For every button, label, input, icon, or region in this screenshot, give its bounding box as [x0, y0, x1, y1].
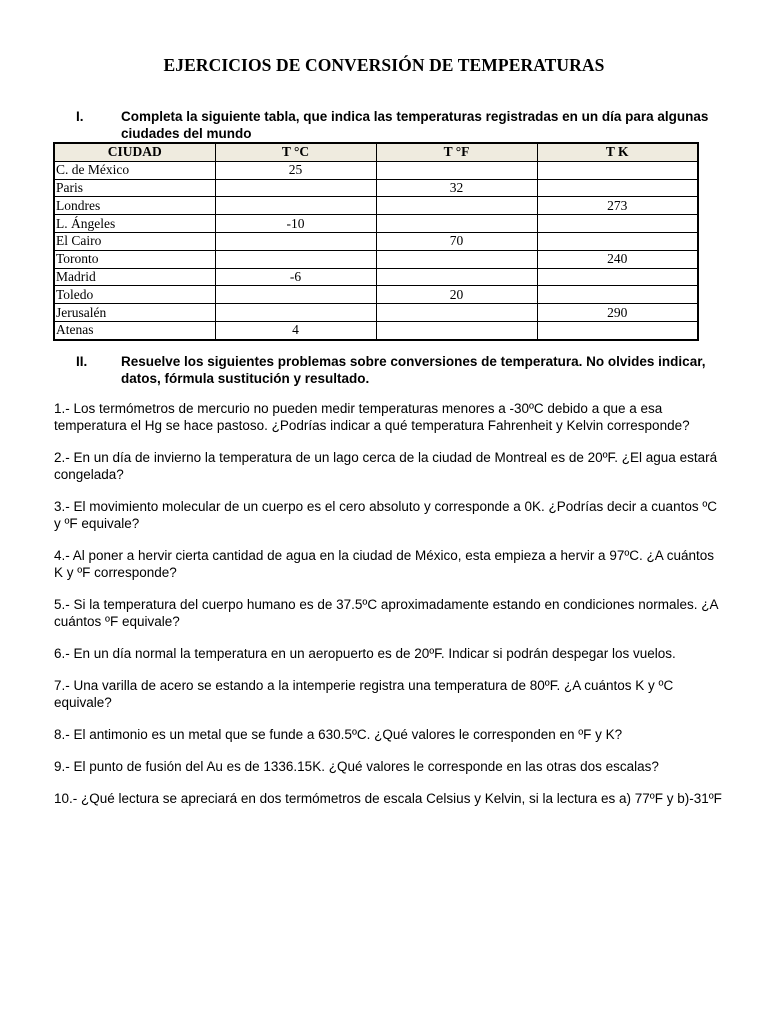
table-row	[54, 215, 698, 233]
table-header: T °C	[215, 143, 376, 161]
section-text: Completa la siguiente tabla, que indica las temperaturas registradas en un día para algunas ciudades del mundo	[121, 109, 709, 141]
table-cell: C. de México	[54, 161, 215, 179]
table-cell	[376, 161, 537, 179]
table-cell: Londres	[54, 197, 215, 215]
table-cell	[376, 304, 537, 322]
section-number: II.	[76, 354, 88, 369]
table-cell	[215, 179, 376, 197]
table-cell	[215, 286, 376, 304]
table-cell	[537, 215, 698, 233]
table-cell: Paris	[54, 179, 215, 197]
problem-item: 5.- Si la temperatura del cuerpo humano es de 37.5ºC aproximadamente estando en condiciones normales. ¿A cuántos ºF equivale?	[54, 597, 718, 629]
table-header-row	[54, 143, 698, 161]
table-cell: -6	[215, 268, 376, 286]
table-cell: El Cairo	[54, 232, 215, 250]
table-row	[54, 286, 698, 304]
table-cell	[537, 179, 698, 197]
table-row	[54, 268, 698, 286]
table-cell	[376, 268, 537, 286]
temperature-table	[53, 142, 699, 341]
table-cell	[376, 250, 537, 268]
table-header: T °F	[376, 143, 537, 161]
section-text: Resuelve los siguientes problemas sobre conversiones de temperatura. No olvides indicar, datos, fórmula sustitución y resultado.	[121, 354, 706, 386]
table-cell: L. Ángeles	[54, 215, 215, 233]
table-cell	[537, 286, 698, 304]
section-number: I.	[76, 109, 84, 124]
problem-item: 7.- Una varilla de acero se estando a la intemperie registra una temperatura de 80ºF. ¿A cuántos K y ºC equivale?	[54, 678, 674, 710]
problem-item: 3.- El movimiento molecular de un cuerpo es el cero absoluto y corresponde a 0K. ¿Podrías decir a cuantos ºC y ºF equivale?	[54, 499, 718, 531]
table-row	[54, 179, 698, 197]
table-cell: 290	[537, 304, 698, 322]
table-cell: 20	[376, 286, 537, 304]
table-cell	[376, 321, 537, 339]
table-row	[54, 304, 698, 322]
table-row	[54, 250, 698, 268]
table-cell: 273	[537, 197, 698, 215]
table-cell	[537, 161, 698, 179]
table-header: CIUDAD	[54, 143, 215, 161]
page-title: EJERCICIOS DE CONVERSIÓN DE TEMPERATURAS	[163, 55, 605, 75]
table-cell	[215, 250, 376, 268]
table-cell	[537, 321, 698, 339]
problem-item: 8.- El antimonio es un metal que se funde a 630.5ºC. ¿Qué valores le corresponden en ºF y K?	[54, 727, 623, 742]
table-cell: Toledo	[54, 286, 215, 304]
table-row	[54, 161, 698, 179]
table-cell: 4	[215, 321, 376, 339]
table-cell	[537, 232, 698, 250]
table-cell: 25	[215, 161, 376, 179]
table-cell: -10	[215, 215, 376, 233]
problem-item: 10.- ¿Qué lectura se apreciará en dos termómetros de escala Celsius y Kelvin, si la lectura es a) 77ºF y b)-31ºF	[54, 791, 722, 806]
table-row	[54, 232, 698, 250]
table-cell	[215, 197, 376, 215]
problem-list	[54, 400, 724, 822]
table-cell	[376, 197, 537, 215]
table-cell: Toronto	[54, 250, 215, 268]
table-cell	[376, 215, 537, 233]
table-cell	[537, 268, 698, 286]
table-cell: 70	[376, 232, 537, 250]
table-cell: Atenas	[54, 321, 215, 339]
table-cell	[215, 232, 376, 250]
problem-item: 6.- En un día normal la temperatura en un aeropuerto es de 20ºF. Indicar si podrán despegar los vuelos.	[54, 646, 676, 661]
table-header: T K	[537, 143, 698, 161]
table-row	[54, 321, 698, 339]
problem-item: 9.- El punto de fusión del Au es de 1336.15K. ¿Qué valores le corresponde en las otras dos escalas?	[54, 759, 659, 774]
table-cell	[215, 304, 376, 322]
table-cell: 32	[376, 179, 537, 197]
problem-item: 2.- En un día de invierno la temperatura de un lago cerca de la ciudad de Montreal es de 20ºF. ¿El agua estará congelada?	[54, 450, 718, 482]
problem-item: 4.- Al poner a hervir cierta cantidad de agua en la ciudad de México, esta empieza a hervir a 97ºC. ¿A cuántos K y ºF corresponde?	[54, 548, 715, 580]
table-cell: Madrid	[54, 268, 215, 286]
problem-item: 1.- Los termómetros de mercurio no pueden medir temperaturas menores a -30ºC debido a que a esa temperatura el Hg se hace pastoso. ¿Podrías indicar a qué temperatura Fahrenheit y Kelvin corresponde?	[54, 401, 690, 433]
table-cell: Jerusalén	[54, 304, 215, 322]
table-row	[54, 197, 698, 215]
table-cell: 240	[537, 250, 698, 268]
